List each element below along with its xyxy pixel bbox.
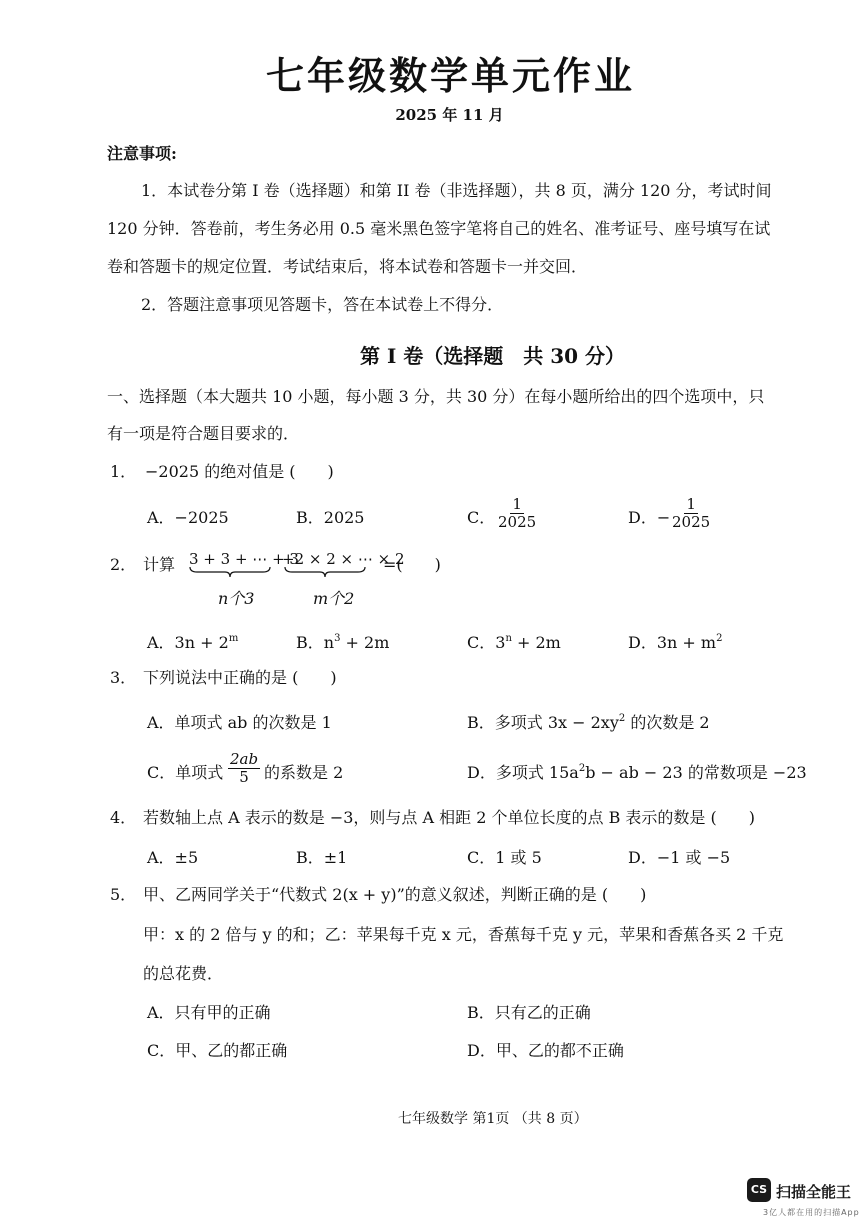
q3-stem: 下列说法中正确的是 ( ) — [143, 668, 337, 687]
notice-heading: 注意事项: — [107, 144, 177, 163]
q5-line-2: 甲：x 的 2 倍与 y 的和；乙：苹果每千克 x 元，香蕉每千克 y 元，苹果和香蕉各买 2 千克 — [143, 925, 784, 944]
q2-c-exponent: n — [505, 633, 512, 644]
q2-prefix: 计算 — [143, 555, 176, 574]
notice-line-3: 卷和答题卡的规定位置．考试结束后，将本试卷和答题卡一并交回． — [107, 257, 588, 276]
notice-line-2: 120 分钟．答卷前，考生务必用 0.5 毫米黑色签字笔将自己的姓名、准考证号、座号填写在试 — [107, 219, 771, 238]
q3-d-pre: D．多项式 15a — [467, 763, 579, 782]
q3-b-pre: B．多项式 3x − 2xy — [467, 713, 619, 732]
q3-d-exponent: 2 — [578, 763, 586, 774]
q2-option-a — [147, 633, 238, 653]
q3-b-post: 的次数是 2 — [625, 713, 710, 732]
q5-option-d: D．甲、乙的都不正确 — [467, 1041, 624, 1060]
q2-sum-expression: 3 + 3 + ⋯ + 3 — [189, 550, 299, 568]
q2-d-text: D．3n + m — [628, 633, 717, 652]
q2-c-text: C．3 — [467, 633, 506, 652]
q2-b-exponent: 3 — [334, 633, 341, 644]
q2-b-text: B．n — [296, 633, 335, 652]
q4-option-d: D．−1 或 −5 — [628, 848, 731, 867]
q5-line-3: 的总花费． — [143, 964, 224, 983]
q1-option-d-fraction — [670, 496, 712, 531]
q5-option-b: B．只有乙的正确 — [467, 1003, 591, 1022]
q3-number: 3． — [110, 668, 137, 687]
q2-product-expression: +2 × 2 × ⋯ × 2 — [282, 550, 405, 568]
q1-option-d-label: D．− — [628, 508, 671, 527]
q3-d-post: b − ab − 23 的常数项是 −23 — [585, 763, 807, 782]
q1-c-denominator: 2025 — [498, 513, 537, 531]
scanner-app-name: 扫描全能王 — [776, 1183, 852, 1201]
q1-number: 1． — [110, 462, 137, 481]
q3-c-denominator: 5 — [239, 768, 249, 786]
section-intro-line-1: 一、选择题（本大题共 10 小题，每小题 3 分，共 30 分）在每小题所给出的四个选项中，只 — [107, 387, 765, 406]
q4-number: 4． — [110, 808, 137, 827]
q1-option-a: A．−2025 — [147, 508, 229, 527]
q2-underbrace-2-label: m个2 — [313, 589, 355, 608]
q1-c-numerator: 1 — [512, 495, 522, 513]
page-footer: 七年级数学 第1页 （共 8 页） — [398, 1111, 588, 1127]
q4-option-a: A．±5 — [147, 848, 199, 867]
q3-option-c-pre: C．单项式 — [147, 763, 224, 782]
q2-underbrace-1 — [189, 566, 271, 578]
q2-option-d — [628, 633, 722, 653]
q3-b-exponent: 2 — [618, 713, 626, 724]
q2-underbrace-2 — [284, 566, 366, 578]
q5-number: 5． — [110, 885, 137, 904]
q1-option-b: B．2025 — [296, 508, 365, 527]
q2-c-tail: + 2m — [511, 633, 561, 652]
q2-option-b — [296, 633, 389, 653]
q1-option-c-label: C． — [467, 508, 496, 527]
q2-d-exponent: 2 — [716, 633, 723, 644]
q3-option-c-fraction — [228, 751, 260, 786]
q4-option-b: B．±1 — [296, 848, 348, 867]
q1-d-numerator: 1 — [686, 495, 696, 513]
section-title: 第 I 卷（选择题 共 30 分） — [360, 344, 626, 368]
q2-b-tail: + 2m — [340, 633, 390, 652]
q2-a-text: A．3n + 2 — [147, 633, 229, 652]
q2-a-exponent: m — [228, 633, 239, 644]
q5-option-c: C．甲、乙的都正确 — [147, 1041, 288, 1060]
q3-option-c-post: 的系数是 2 — [264, 763, 344, 782]
q3-option-b — [467, 713, 710, 733]
q5-stem: 甲、乙两同学关于“代数式 2(x + y)”的意义叙述，判断正确的是 ( ) — [143, 885, 647, 904]
q1-d-denominator: 2025 — [672, 513, 711, 531]
q3-option-d — [467, 763, 807, 783]
q2-underbrace-1-label: n个3 — [218, 589, 255, 608]
scanner-logo-icon: CS — [747, 1178, 771, 1202]
q3-c-numerator: 2ab — [230, 750, 259, 768]
q4-stem: 若数轴上点 A 表示的数是 −3，则与点 A 相距 2 个单位长度的点 B 表示的数是 ( ) — [143, 808, 755, 827]
document-title: 七年级数学单元作业 — [265, 53, 635, 98]
notice-line-1: 1．本试卷分第 I 卷（选择题）和第 II 卷（非选择题），共 8 页，满分 120 分，考试时间 — [141, 181, 772, 200]
q3-option-a: A．单项式 ab 的次数是 1 — [147, 713, 332, 732]
document-date: 2025 年 11 月 — [395, 106, 504, 124]
q2-option-c — [467, 633, 561, 653]
q5-option-a: A．只有甲的正确 — [147, 1003, 271, 1022]
section-intro-line-2: 有一项是符合题目要求的． — [107, 424, 300, 443]
q2-number: 2． — [110, 555, 137, 574]
scanner-app-tagline: 3亿人都在用的扫描App — [763, 1208, 860, 1217]
notice-line-4: 2．答题注意事项见答题卡，答在本试卷上不得分． — [141, 295, 504, 314]
q1-option-c-fraction — [496, 496, 538, 531]
q4-option-c: C．1 或 5 — [467, 848, 542, 867]
q2-suffix: =( ) — [383, 555, 441, 574]
q1-stem: −2025 的绝对值是 ( ) — [145, 462, 334, 481]
